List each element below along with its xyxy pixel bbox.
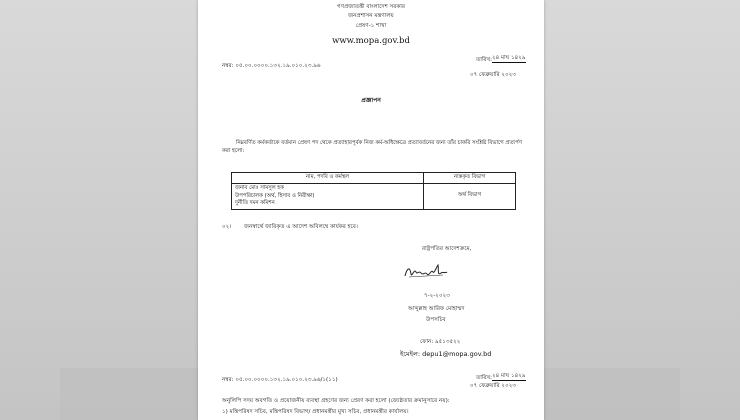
section-name: প্রেষণ-১ শাখা (355, 23, 387, 29)
copy-date-bangla: ২৪ মাঘ ১৪২৯ (492, 373, 526, 379)
email-label: ইমেইল: (400, 350, 421, 358)
signatory-phone: ফোন: ৯৫১৩৫২২ (420, 339, 461, 345)
copy-date-label: তারিখ: (476, 375, 493, 381)
department-cell: অর্থ বিভাগ (424, 184, 516, 210)
item2-text: জনস্বার্থে জারিকৃত এ আদেশ অবিলম্বে কার্যকর হবে। (244, 224, 358, 230)
signatory-email-line (400, 350, 491, 358)
copy-memo-number: নম্বর: ০৫.০০.০০০০.১৩২.১৯.০১০.২৩.৯৬/১(১১) (222, 377, 338, 383)
table-header-cell: নাম, পদবি ও কর্মস্থল (232, 173, 424, 184)
item2-number: ০২। (222, 224, 232, 230)
ministry-url[interactable]: www.mopa.gov.bd (332, 36, 410, 46)
table-header-row (232, 173, 516, 184)
body-paragraph: নিম্নবর্ণিত কর্মকর্তাকে বর্তমান প্রেষণ পদ থেকে প্রত্যাহারপূর্বক নিজ কর্ম-অধিক্ষেত্রে প্রত্যাবর্তনের জন্য তাঁর চাকরি সংশ্লিষ্ট বিভাগে প্রত্যর্পণ করা হলো: (222, 140, 522, 154)
copy-intro: অনুলিপি সদয় অবগতি ও প্রয়োজনীয় ব্যবস্থা গ্রহণের জন্য প্রেরণ করা হলো (জ্যেষ্ঠতার ক্রমানুসারে নয়): (222, 398, 450, 404)
govt-name: গণপ্রজাতন্ত্রী বাংলাদেশ সরকার (337, 4, 405, 10)
signatory-name: আব্দুল্লাহ আরিফ মোহাম্মদ (408, 306, 465, 312)
date-label: তারিখ: (476, 57, 493, 63)
officer-cell (232, 184, 424, 210)
signatory-designation: উপসচিব (426, 317, 446, 323)
copy-item-1: ১) মন্ত্রিপরিষদ সচিব, মন্ত্রিপরিষদ বিভাগ/ প্রধানমন্ত্রীর মুখ্য সচিব, প্রধানমন্ত্রীর কার্যালয়। (222, 409, 409, 415)
order-line: রাষ্ট্রপতির আদেশক্রমে, (422, 246, 472, 252)
copy-date-english: ০৭ ফেব্রুয়ারি ২০২৩ (470, 383, 516, 389)
handwritten-signature (403, 262, 449, 282)
memo-number: নম্বর: ০৫.০০.০০০০.১৩২.১৯.০১০.২৩.৯৬ (222, 63, 321, 69)
signatory-email[interactable]: depu1@mopa.gov.bd (422, 350, 492, 358)
document-page (198, 0, 544, 420)
document-title: প্রজ্ঞাপন (361, 97, 381, 104)
table-row (232, 184, 516, 210)
transfer-table (231, 172, 516, 210)
officer-workplace: দুর্নীতি দমন কমিশন (235, 200, 275, 206)
signature-date: ৭-২-২০২৩ (424, 293, 450, 299)
officer-name: জনাব মোঃ সামসুল হক (235, 185, 284, 191)
date-bangla: ২৪ মাঘ ১৪২৯ (492, 55, 526, 61)
table-header-cell: ন্যস্তকৃত বিভাগ (424, 173, 516, 184)
background-left (0, 0, 198, 420)
officer-designation: উপপরিচালক (অর্থ, হিসাব ও নিরীক্ষা) (235, 192, 315, 199)
ministry-name: জনপ্রশাসন মন্ত্রণালয় (348, 13, 394, 19)
background-right (544, 0, 740, 420)
date-english: ০৭ ফেব্রুয়ারি ২০২৩ (470, 72, 516, 78)
